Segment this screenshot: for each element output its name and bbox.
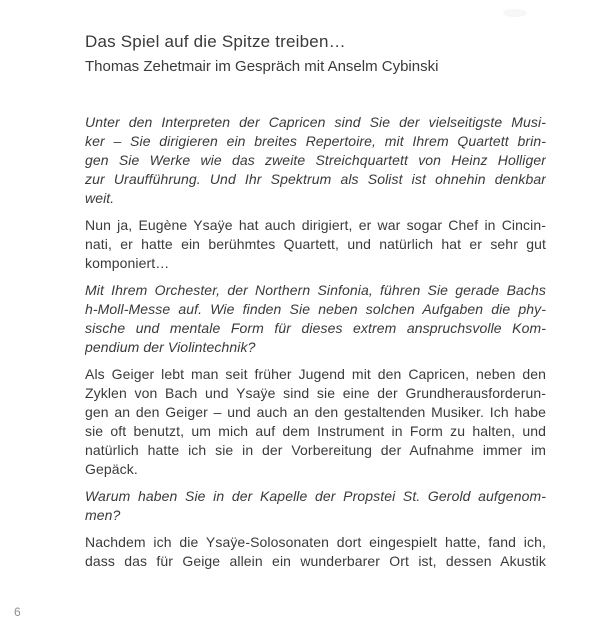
- page-subtitle: Thomas Zehetmair im Gespräch mit Anselm Cybinski: [85, 58, 439, 75]
- page-number: 6: [14, 605, 21, 619]
- text-line: pendium der Violintechnik?: [85, 339, 256, 355]
- text-line: gen an den Geiger – und auch an den gestaltenden Musiker. Ich habe: [85, 404, 546, 420]
- text-line: nati, er hatte ein berühmtes Quartett, und natürlich hat er sehr gut: [85, 236, 546, 252]
- text-line: zur Uraufführung. Und Ihr Spektrum als Solist ist ohnehin denkbar: [85, 171, 546, 187]
- interview-answer: [85, 365, 546, 479]
- interview-question: [85, 487, 546, 525]
- interview-answer: [85, 216, 546, 273]
- text-line: dass das für Geige allein ein wunderbarer Ort ist, dessen Akustik: [85, 553, 546, 569]
- text-line: Nachdem ich die Ysaÿe-Solosonaten dort eingespielt hatte, fand ich,: [85, 534, 546, 550]
- text-line: Nun ja, Eugène Ysaÿe hat auch dirigiert, er war sogar Chef in Cincin-: [85, 217, 546, 233]
- page-title: Das Spiel auf die Spitze treiben…: [85, 32, 346, 51]
- text-line: Unter den Interpreten der Capricen sind Sie der vielseitigste Musi-: [85, 114, 546, 130]
- text-line: sische und mentale Form für dieses extrem anspruchsvolle Kom-: [85, 320, 546, 336]
- page-content: [85, 30, 546, 571]
- article-body: [85, 113, 546, 571]
- text-line: sie oft benutzt, um mich auf dem Instrument in Form zu halten, und: [85, 423, 546, 439]
- interview-question: [85, 281, 546, 357]
- interview-answer: [85, 533, 546, 571]
- scan-artifact: [503, 9, 527, 17]
- text-line: Zyklen von Bach und Ysaÿe sind sie eine der Grundherausforderun-: [85, 385, 546, 401]
- text-line: weit.: [85, 190, 115, 206]
- text-line: men?: [85, 507, 121, 523]
- text-line: Warum haben Sie in der Kapelle der Propstei St. Gerold aufgenom-: [85, 488, 546, 504]
- text-line: komponiert…: [85, 255, 170, 271]
- text-line: gen Sie Werke wie das zweite Streichquartett von Heinz Holliger: [85, 152, 546, 168]
- text-line: ker – Sie dirigieren ein breites Repertoire, mit Ihrem Quartett brin-: [85, 133, 546, 149]
- text-line: Mit Ihrem Orchester, der Northern Sinfonia, führen Sie gerade Bachs: [85, 282, 546, 298]
- text-line: Als Geiger lebt man seit früher Jugend mit den Capricen, neben den: [85, 366, 546, 382]
- interview-question: [85, 113, 546, 208]
- text-line: h-Moll-Messe auf. Wie finden Sie neben solchen Aufgaben die phy-: [85, 301, 546, 317]
- text-line: natürlich hatte ich sie in der Vorbereitung der Aufnahme immer im: [85, 442, 546, 458]
- text-line: Gepäck.: [85, 461, 138, 477]
